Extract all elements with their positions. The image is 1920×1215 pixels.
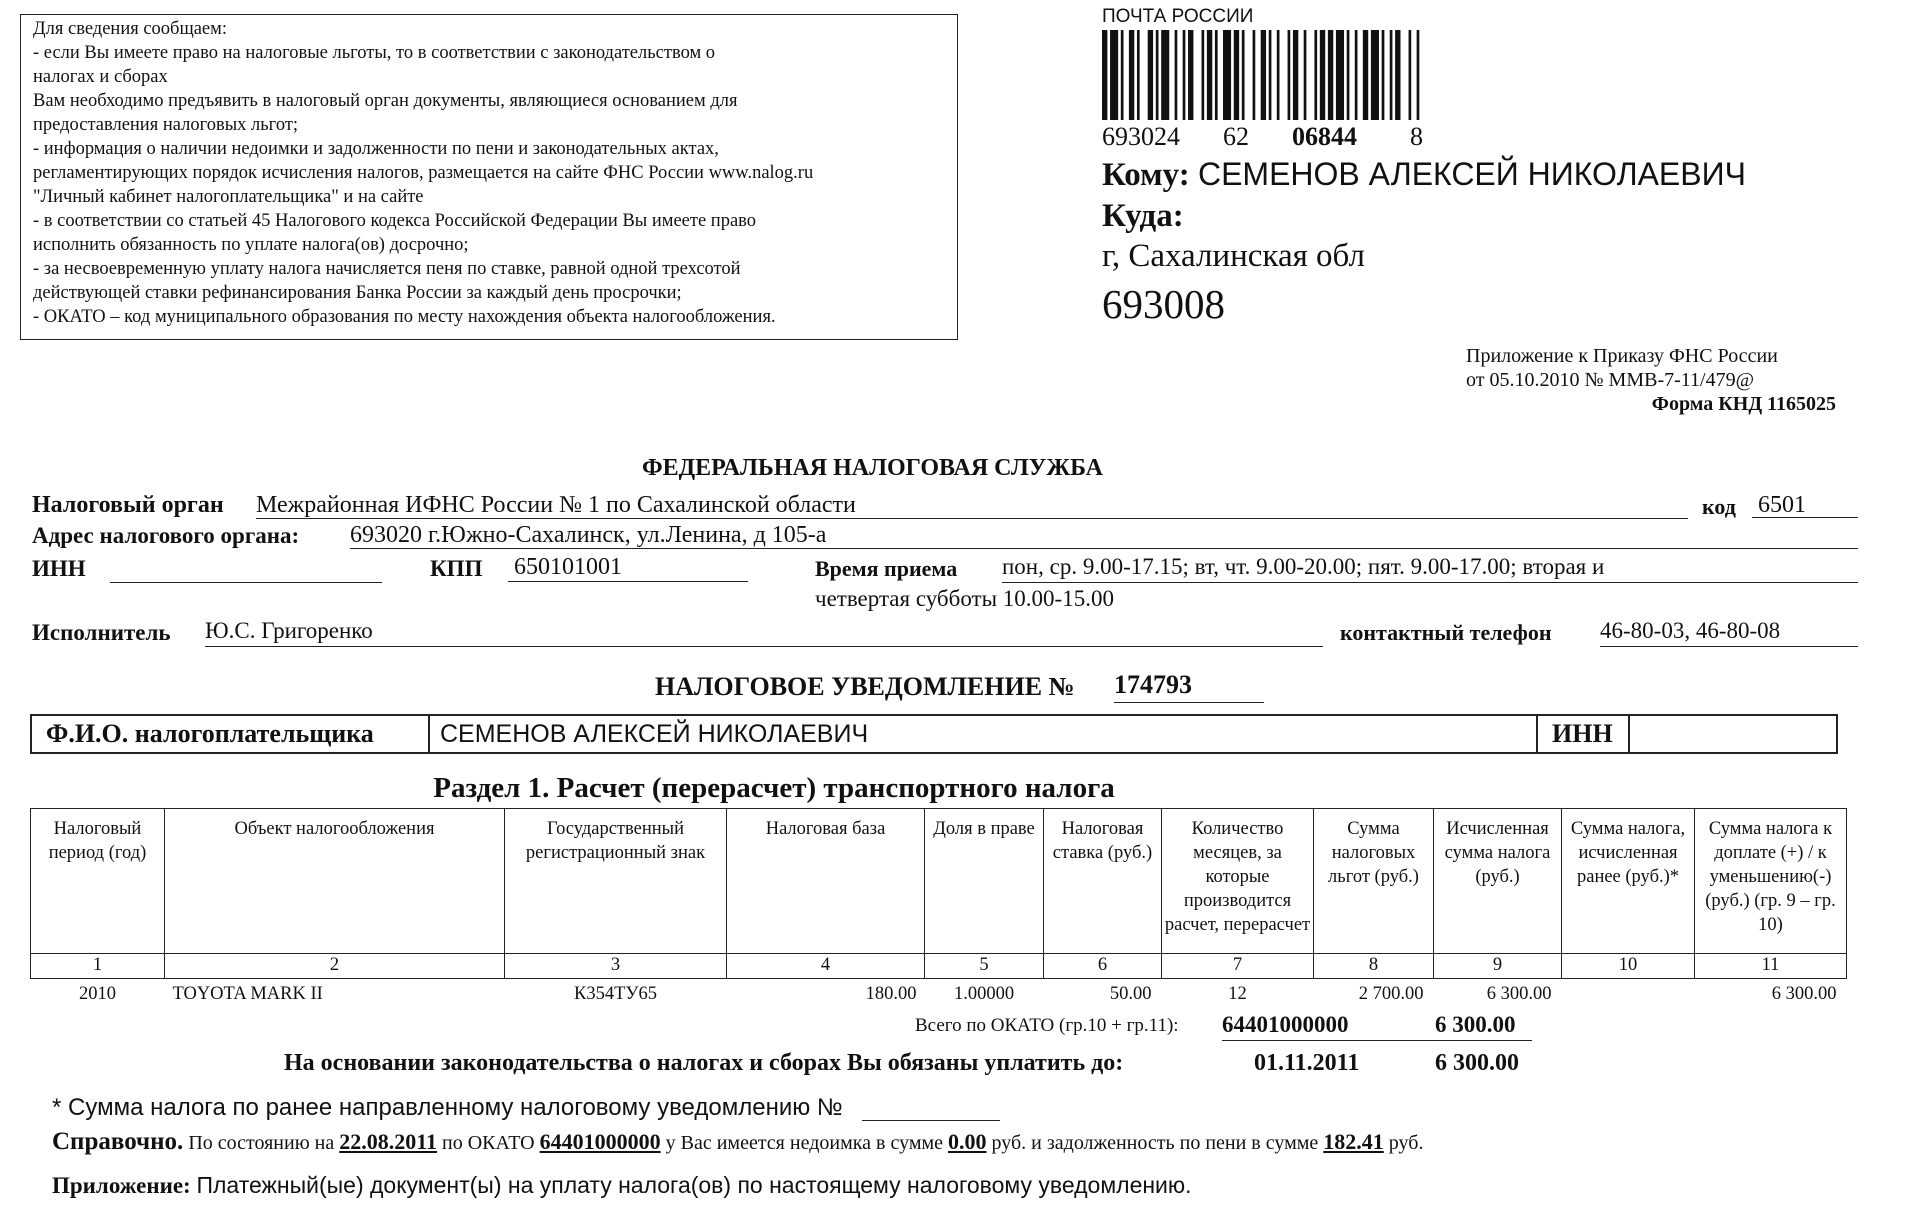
barcode-bar <box>1304 30 1307 120</box>
barcode-bar <box>1175 30 1178 120</box>
column-number: 10 <box>1562 954 1695 979</box>
table-cell: 2010 <box>31 979 165 1010</box>
hours-line-2: четвертая субботы 10.00-15.00 <box>815 586 1114 611</box>
recipient-line <box>1102 156 1746 194</box>
notice-line: - информация о наличии недоимки и задолженности по пени и законодательных актах, <box>33 139 719 159</box>
appendix-line: Приложение к Приказу ФНС России <box>1466 345 1778 367</box>
ref-penalty: 182.41 <box>1323 1129 1384 1154</box>
taxpayer-inn-label: ИНН <box>1552 719 1613 748</box>
table-cell <box>1562 979 1695 1010</box>
barcode-bar <box>1253 30 1256 120</box>
barcode-digit-group: 8 <box>1410 122 1423 151</box>
table-cell: TOYOTA MARK II <box>165 979 505 1010</box>
barcode-bar <box>1382 30 1385 120</box>
notice-line: "Личный кабинет налогоплательщика" и на сайте <box>33 187 424 207</box>
table-row <box>31 979 1847 1010</box>
column-number: 3 <box>505 954 727 979</box>
address-field <box>350 522 1858 549</box>
okato-code: 64401000000 <box>1222 1012 1349 1037</box>
barcode-bar <box>1293 30 1298 120</box>
column-header: Объект налогообложения <box>165 809 505 954</box>
organ-field <box>256 492 1688 519</box>
code-value: 6501 <box>1752 492 1858 518</box>
fio-label: Ф.И.О. налогоплательщика <box>46 719 374 748</box>
reference-line <box>52 1128 1423 1156</box>
notice-line: Для сведения сообщаем: <box>33 19 227 39</box>
table-cell: К354ТУ65 <box>505 979 727 1010</box>
notice-line: - ОКАТО – код муниципального образования по месту нахождения объекта налогообложения. <box>33 307 776 327</box>
organ-value: Межрайонная ИФНС России № 1 по Сахалинской области <box>256 492 856 518</box>
footnote: * Сумма налога по ранее направленному налоговому уведомлению № <box>52 1094 843 1121</box>
table-cell: 6 300.00 <box>1695 979 1847 1010</box>
okato-sum: 6 300.00 <box>1435 1012 1516 1037</box>
notice-line: - если Вы имеете право на налоговые льготы, то в соответствии с законодательством о <box>33 43 716 63</box>
organ-row <box>32 492 224 519</box>
barcode-bar <box>1395 30 1400 120</box>
barcode-bar <box>1242 30 1245 120</box>
attach-label: Приложение: <box>52 1173 191 1198</box>
ref-text: руб. <box>1388 1132 1424 1154</box>
notice-box <box>20 14 958 340</box>
appendix-block <box>1466 344 1836 416</box>
barcode-bar <box>1215 30 1218 120</box>
barcode-bar <box>1269 30 1272 120</box>
column-header: Налоговый период (год) <box>31 809 165 954</box>
agency-title: ФЕДЕРАЛЬНАЯ НАЛОГОВАЯ СЛУЖБА <box>641 455 1104 481</box>
column-number: 7 <box>1162 954 1314 979</box>
column-number: 2 <box>165 954 505 979</box>
notice-line: регламентирующих порядок исчисления налогов, размещается на сайте ФНС России www.nalog.ru <box>33 163 814 183</box>
attach-text: Платежный(ые) документ(ы) на уплату налога(ов) по настоящему налоговому уведомлению. <box>196 1172 1192 1198</box>
barcode-image <box>1102 30 1422 120</box>
column-header: Налоговая ставка (руб.) <box>1044 809 1162 954</box>
barcode-bar <box>1261 30 1266 120</box>
address-label: Адрес налогового органа: <box>32 523 300 548</box>
table-cell: 12 <box>1162 979 1314 1010</box>
barcode-bar <box>1371 30 1379 120</box>
barcode-bar <box>1409 30 1412 120</box>
pay-sum: 6 300.00 <box>1435 1050 1519 1076</box>
kpp-value: 650101001 <box>508 554 748 582</box>
footnote-blank <box>862 1096 1000 1121</box>
barcode-bar <box>1336 30 1344 120</box>
executor-label: Исполнитель <box>32 620 171 645</box>
barcode-bar <box>1234 30 1239 120</box>
tax-table <box>30 808 1847 1009</box>
table-cell: 50.00 <box>1044 979 1162 1010</box>
barcode-bar <box>1161 30 1169 120</box>
column-header: Исчисленная сумма налога (руб.) <box>1434 809 1562 954</box>
hours-line-1: пон, ср. 9.00-17.15; вт, чт. 9.00-20.00; пят. 9.00-17.00; вторая и <box>1002 554 1858 583</box>
section-title: Раздел 1. Расчет (перерасчет) транспортного налога <box>433 772 1115 804</box>
attachment-line <box>52 1172 1192 1199</box>
barcode-bar <box>1288 30 1291 120</box>
barcode-bar <box>1202 30 1205 120</box>
notice-line: действующей ставки рефинансирования Банка России за каждый день просрочки; <box>33 283 682 303</box>
column-number: 8 <box>1314 954 1434 979</box>
inn-divider-left <box>1536 716 1538 752</box>
barcode-bar <box>1148 30 1153 120</box>
executor-value: Ю.С. Григоренко <box>205 618 373 643</box>
organ-label: Налоговый орган <box>32 492 224 518</box>
column-number: 5 <box>925 954 1044 979</box>
kpp-label: КПП <box>430 556 483 581</box>
column-number: 1 <box>31 954 165 979</box>
ref-okato: 64401000000 <box>539 1129 661 1154</box>
barcode-digits <box>1102 122 1423 152</box>
barcode-bar <box>1110 30 1118 120</box>
barcode-bar <box>1390 30 1393 120</box>
column-number: 4 <box>727 954 925 979</box>
inn-label: ИНН <box>32 556 86 581</box>
barcode-bar <box>1314 30 1317 120</box>
to-value: СЕМЕНОВ АЛЕКСЕЙ НИКОЛАЕВИЧ <box>1197 156 1746 192</box>
barcode-bar <box>1121 30 1124 120</box>
inn-field <box>110 558 382 583</box>
barcode-bar <box>1102 30 1107 120</box>
barcode-bar <box>1183 30 1186 120</box>
barcode-digit-group: 693024 <box>1102 122 1180 151</box>
barcode-bar <box>1355 30 1358 120</box>
code-label: код <box>1702 494 1736 519</box>
barcode-bar <box>1347 30 1350 120</box>
column-number: 9 <box>1434 954 1562 979</box>
pay-date: 01.11.2011 <box>1254 1050 1360 1076</box>
form-code: Форма КНД 1165025 <box>1651 393 1836 415</box>
to-label: Кому: <box>1102 157 1190 193</box>
ref-date: 22.08.2011 <box>339 1129 438 1154</box>
inn-divider-right <box>1628 716 1630 752</box>
notice-line: Вам необходимо предъявить в налоговый орган документы, являющиеся основанием для <box>33 91 738 111</box>
phone-value: 46-80-03, 46-80-08 <box>1600 618 1858 647</box>
column-header: Доля в праве <box>925 809 1044 954</box>
ref-text: у Вас имеется недоимка в сумме <box>665 1132 944 1154</box>
column-header: Сумма налоговых льгот (руб.) <box>1314 809 1434 954</box>
table-cell: 2 700.00 <box>1314 979 1434 1010</box>
pay-label: На основании законодательства о налогах и сборах Вы обязаны уплатить до: <box>284 1050 1124 1076</box>
ref-arrears: 0.00 <box>948 1129 987 1154</box>
barcode-digit-group: 62 <box>1223 122 1249 151</box>
table-cell: 180.00 <box>727 979 925 1010</box>
barcode-bar <box>1277 30 1280 120</box>
barcode-bar <box>1328 30 1333 120</box>
executor-field <box>205 618 1323 647</box>
table-cell: 6 300.00 <box>1434 979 1562 1010</box>
column-header: Налоговая база <box>727 809 925 954</box>
notification-number: 174793 <box>1114 670 1264 703</box>
barcode-bar <box>1137 30 1140 120</box>
notice-line: налогах и сборах <box>33 67 168 87</box>
fio-divider <box>428 716 430 752</box>
barcode-bar <box>1156 30 1159 120</box>
notice-line: - за несвоевременную уплату налога начисляется пеня по ставке, равной одной трехсотой <box>33 259 741 279</box>
notification-title: НАЛОГОВОЕ УВЕДОМЛЕНИЕ № <box>655 672 1075 701</box>
taxpayer-box <box>30 714 1838 754</box>
ref-label: Справочно. <box>52 1128 184 1155</box>
column-header: Государственный регистрационный знак <box>505 809 727 954</box>
barcode-bar <box>1207 30 1212 120</box>
notice-line: исполнить обязанность по уплате налога(ов) досрочно; <box>33 235 469 255</box>
column-header: Количество месяцев, за которые производится расчет, перерасчет <box>1162 809 1314 954</box>
where-value: г, Сахалинская обл <box>1102 238 1365 274</box>
barcode-digit-group: 06844 <box>1292 122 1357 151</box>
fio-value: СЕМЕНОВ АЛЕКСЕЙ НИКОЛАЕВИЧ <box>440 720 869 748</box>
column-number: 6 <box>1044 954 1162 979</box>
barcode-bar <box>1188 30 1193 120</box>
column-header: Сумма налога к доплате (+) / к уменьшению(-) (руб.) (гр. 9 – гр. 10) <box>1695 809 1847 954</box>
phone-label: контактный телефон <box>1340 620 1552 645</box>
barcode-bar <box>1223 30 1231 120</box>
postcode: 693008 <box>1102 281 1225 327</box>
barcode-bar <box>1417 30 1420 120</box>
barcode-bar <box>1320 30 1325 120</box>
barcode-bar <box>1363 30 1368 120</box>
ref-text: по ОКАТО <box>442 1132 535 1154</box>
appendix-line: от 05.10.2010 № ММВ-7-11/479@ <box>1466 369 1755 391</box>
okato-label: Всего по ОКАТО (гр.10 + гр.11): <box>915 1015 1179 1036</box>
table-cell: 1.00000 <box>925 979 1044 1010</box>
post-label: ПОЧТА РОССИИ <box>1102 6 1254 27</box>
where-label: Куда: <box>1102 198 1184 234</box>
barcode-bar <box>1129 30 1134 120</box>
ref-text: По состоянию на <box>188 1132 335 1154</box>
notice-line: - в соответствии со статьей 45 Налогового кодекса Российской Федерации Вы имеете право <box>33 211 757 231</box>
hours-label: Время приема <box>815 556 958 581</box>
column-header: Сумма налога, исчисленная ранее (руб.)* <box>1562 809 1695 954</box>
ref-text: руб. и задолженность по пени в сумме <box>991 1132 1319 1154</box>
column-number: 11 <box>1695 954 1847 979</box>
address-value: 693020 г.Южно-Сахалинск, ул.Ленина, д 105-а <box>350 522 827 548</box>
notice-line: предоставления налоговых льгот; <box>33 115 299 135</box>
